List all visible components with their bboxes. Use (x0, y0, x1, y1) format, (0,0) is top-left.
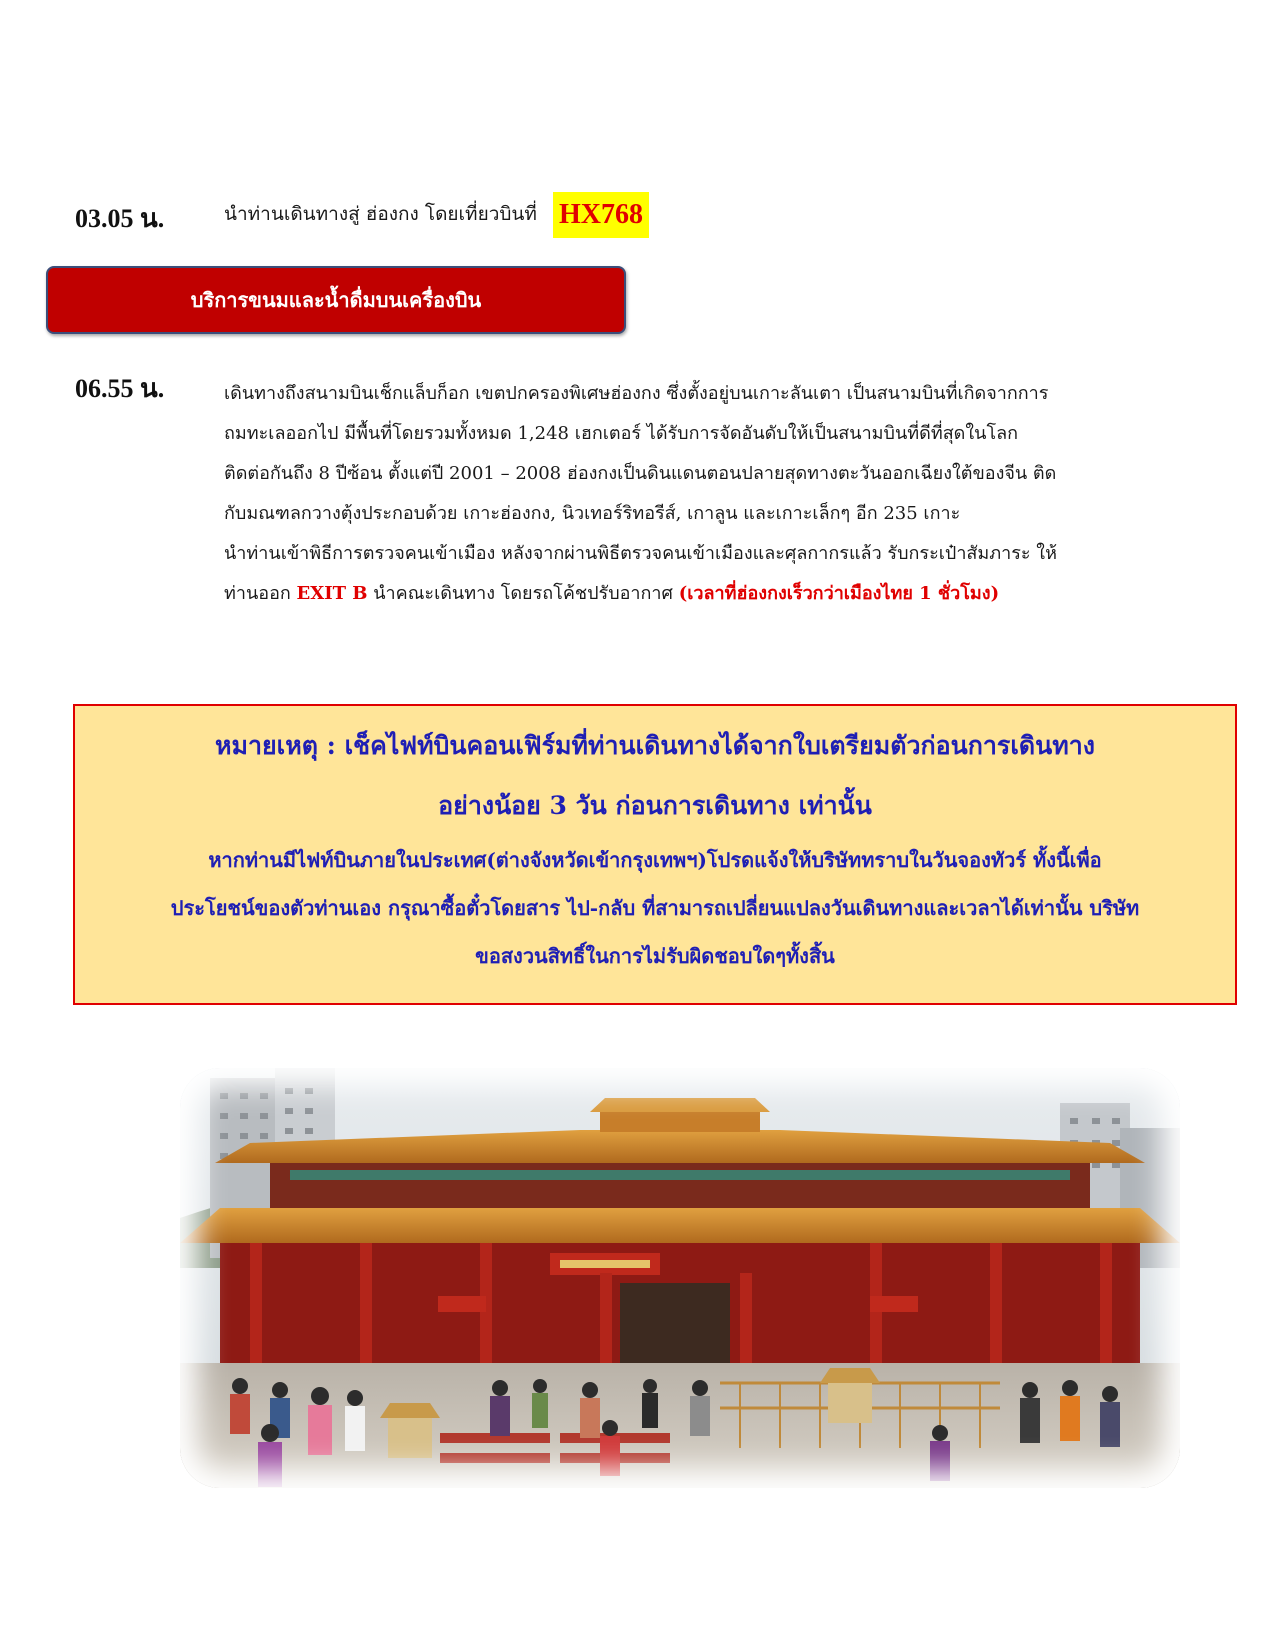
remark-title-2: อย่างน้อย 3 วัน ก่อนการเดินทาง เท่านั้น (438, 791, 872, 820)
remark-body-1: หากท่านมีไฟท์บินภายในประเทศ(ต่างจังหวัดเข้ากรุงเทพฯ)โปรดแจ้งให้บริษัททราบในวันจองทัวร์ ทั้งนี้เพื่อ (208, 848, 1102, 872)
temple-photo (180, 1068, 1180, 1488)
remark-body-3: ขอสงวนสิทธิ์ในการไม่รับผิดชอบใดๆทั้งสิ้น (475, 944, 835, 968)
entry2-line: กับมณฑลกวางตุ้งประกอบด้วย เกาะฮ่องกง, นิวเทอร์ริทอรีส์, เกาลูน และเกาะเล็กๆ อีก 235 เกาะ (224, 503, 961, 524)
entry2-line: นำท่านเข้าพิธีการตรวจคนเข้าเมือง หลังจากผ่านพิธีตรวจคนเข้าเมืองและศุลกากรแล้ว รับกระเป๋าสัมภาระ ให้ (224, 543, 1057, 564)
entry1-line (224, 192, 649, 238)
entry2-paragraph (224, 374, 1204, 614)
inflight-service-label: บริการขนมและน้ำดื่มบนเครื่องบิน (190, 288, 482, 312)
entry1-text: นำท่านเดินทางสู่ ฮ่องกง โดยเที่ยวบินที่ (224, 203, 537, 225)
exit-mid-text: นำคณะเดินทาง โดยรถโค้ชปรับอากาศ (373, 583, 673, 604)
flight-number-badge: HX768 (553, 192, 649, 238)
remark-title-1: หมายเหตุ : เช็คไฟท์บินคอนเฟิร์มที่ท่านเดินทางได้จากใบเตรียมตัวก่อนการเดินทาง (215, 731, 1095, 760)
entry2-time: 06.55 น. (75, 374, 165, 403)
entry1-time: 03.05 น. (75, 204, 165, 233)
remark-body-2: ประโยชน์ของตัวท่านเอง กรุณาซื้อตั๋วโดยสาร ไป-กลับ ที่สามารถเปลี่ยนแปลงวันเดินทางและเวลาได้เท่านั้น บริษัท (170, 896, 1140, 920)
entry2-last-line (224, 574, 1204, 614)
entry2-line: เดินทางถึงสนามบินเช็กแล็บก็อก เขตปกครองพิเศษฮ่องกง ซึ่งตั้งอยู่บนเกาะลันเตา เป็นสนามบินที่เกิดจากการ (224, 383, 1049, 404)
exit-prefix: ท่านออก (224, 583, 291, 604)
exit-label: EXIT B (296, 583, 368, 604)
entry2-line: ติดต่อกันถึง 8 ปีซ้อน ตั้งแต่ปี 2001 – 2008 ฮ่องกงเป็นดินแดนตอนปลายสุดทางตะวันออกเฉียงใต้ของจีน ติด (224, 463, 1057, 484)
inflight-service-banner (46, 266, 626, 334)
time-difference-note: (เวลาที่ฮ่องกงเร็วกว่าเมืองไทย 1 ชั่วโมง) (678, 583, 1000, 604)
remark-box (73, 704, 1237, 1005)
entry2-line: ถมทะเลออกไป มีพื้นที่โดยรวมทั้งหมด 1,248 เฮกเตอร์ ได้รับการจัดอันดับให้เป็นสนามบินที่ดีที่สุดในโลก (224, 423, 1019, 444)
